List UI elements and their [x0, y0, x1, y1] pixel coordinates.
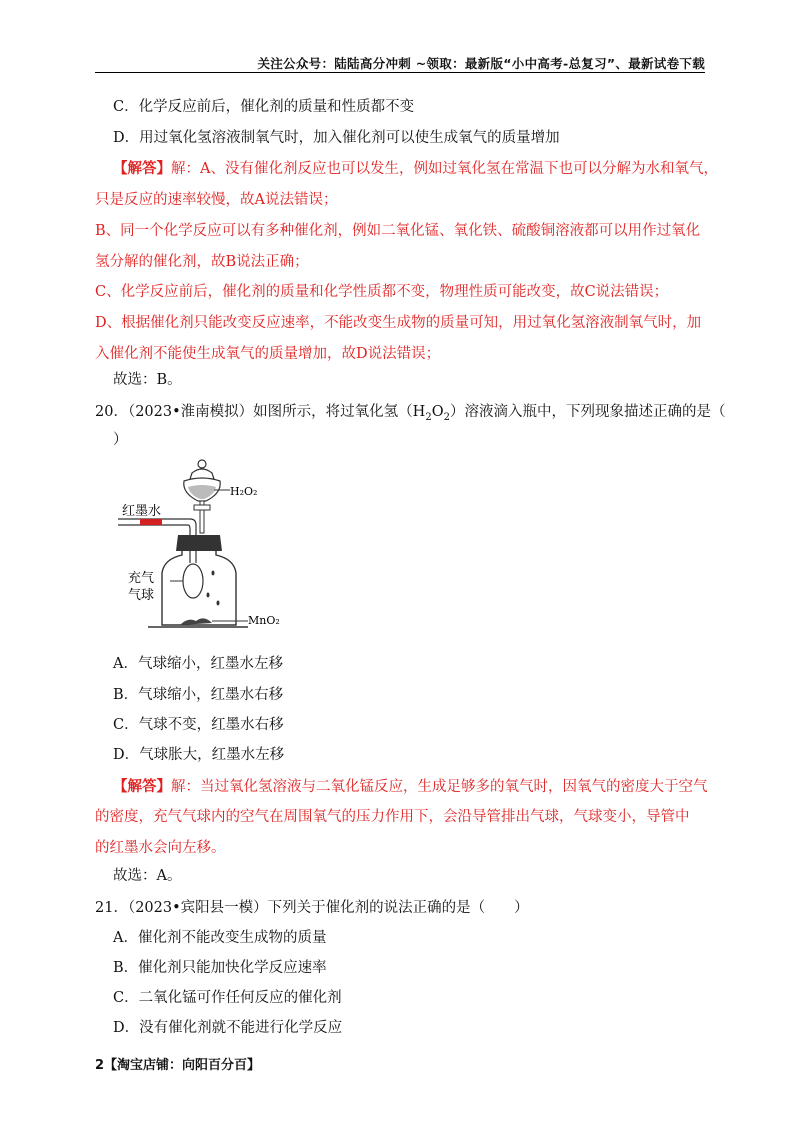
label-red-ink: 红墨水	[122, 504, 162, 519]
q20-stem-part: O	[431, 404, 444, 420]
q20-stem-part: ）溶液滴入瓶中，下列现象描述正确的是（	[449, 404, 726, 420]
drop	[212, 571, 215, 576]
q19-option-c: C．化学反应前后，催化剂的质量和性质都不变	[113, 99, 415, 115]
q21-option-b: B．催化剂只能加快化学反应速率	[113, 960, 327, 976]
q20-option-c: C．气球不变，红墨水右移	[113, 717, 284, 733]
label-h2o2: H₂O₂	[230, 485, 258, 498]
page-header	[95, 50, 705, 73]
q20-option-b: B．气球缩小，红墨水右移	[113, 687, 284, 703]
apparatus-diagram	[118, 455, 308, 635]
label-mno2: MnO₂	[248, 614, 280, 627]
q19-answer-line-3: B、同一个化学反应可以有多种催化剂，例如二氧化锰、氧化铁、硫酸铜溶液都可以用作过氧化	[95, 223, 701, 239]
answer-text: 解：当过氧化氢溶液与二氧化锰反应，生成足够多的氧气时，因氧气的密度大于空气	[171, 779, 708, 795]
stopcock	[194, 505, 210, 510]
q19-answer-line-6: D、根据催化剂只能改变反应速率，不能改变生成物的质量可知，用过氧化氢溶液制氧气时，加	[95, 315, 702, 331]
q20-option-a: A．气球缩小，红墨水左移	[113, 656, 283, 672]
q20-answer-line-2: 的密度，充气气球内的空气在周围氧气的压力作用下，会沿导管排出气球，气球变小，导管中	[95, 809, 690, 825]
q19-answer-line-5: C、化学反应前后，催化剂的质量和化学性质都不变，物理性质可能改变，故C说法错误；	[95, 284, 669, 300]
red-ink-drop	[140, 519, 162, 525]
q19-answer-line-7: 入催化剂不能使生成氧气的质量增加，故D说法错误；	[95, 346, 441, 362]
rubber-stopper	[176, 535, 222, 551]
label-balloon-1: 充气	[128, 571, 155, 586]
q20-answer-line-1	[113, 777, 708, 797]
air-balloon	[183, 564, 203, 598]
q19-option-d: D．用过氧化氢溶液制氧气时，加入催化剂可以使生成氧气的质量增加	[113, 130, 560, 146]
q21-option-a: A．催化剂不能改变生成物的质量	[113, 930, 327, 946]
q21-option-d: D．没有催化剂就不能进行化学反应	[113, 1020, 343, 1036]
header-text: 关注公众号：陆陆高分冲刺 ~领取：最新版“小中高考-总复习”、最新试卷下载	[257, 56, 705, 71]
q19-choice: 故选：B。	[113, 372, 182, 388]
answer-tag: 【解答】	[113, 160, 171, 177]
q20-answer-line-3: 的红墨水会向左移。	[95, 840, 226, 856]
q20-choice: 故选：A。	[113, 868, 182, 884]
q20-stem-line-2: ）	[113, 432, 128, 448]
q20-stem-line-1	[95, 402, 725, 428]
drop	[207, 593, 210, 598]
q20-stem-sub: 2	[443, 411, 450, 423]
answer-tag: 【解答】	[113, 778, 171, 795]
q20-stem-sub: 2	[425, 411, 432, 423]
q19-answer-line-1	[113, 159, 718, 179]
label-balloon-2: 气球	[128, 588, 155, 603]
q19-answer-line-4: 氢分解的催化剂，故B说法正确；	[95, 254, 309, 270]
q21-stem: 21．（2023•宾阳县一模）下列关于催化剂的说法正确的是（ ）	[95, 900, 529, 916]
q19-answer-line-2: 只是反应的速率较慢，故A说法错误；	[95, 192, 338, 208]
q20-option-d: D．气球胀大，红墨水左移	[113, 747, 285, 763]
q20-stem-part: 20．（2023•淮南模拟）如图所示，将过氧化氢（H	[95, 404, 426, 420]
drop	[217, 601, 220, 606]
q21-option-c: C．二氧化锰可作任何反应的催化剂	[113, 990, 342, 1006]
funnel-stopper	[198, 460, 206, 468]
page-footer: 2【淘宝店铺：向阳百分百】	[95, 1058, 261, 1073]
answer-text: 解：A、没有催化剂反应也可以发生，例如过氧化氢在常温下也可以分解为水和氧气，	[171, 161, 718, 177]
mno2-powder	[180, 618, 212, 625]
